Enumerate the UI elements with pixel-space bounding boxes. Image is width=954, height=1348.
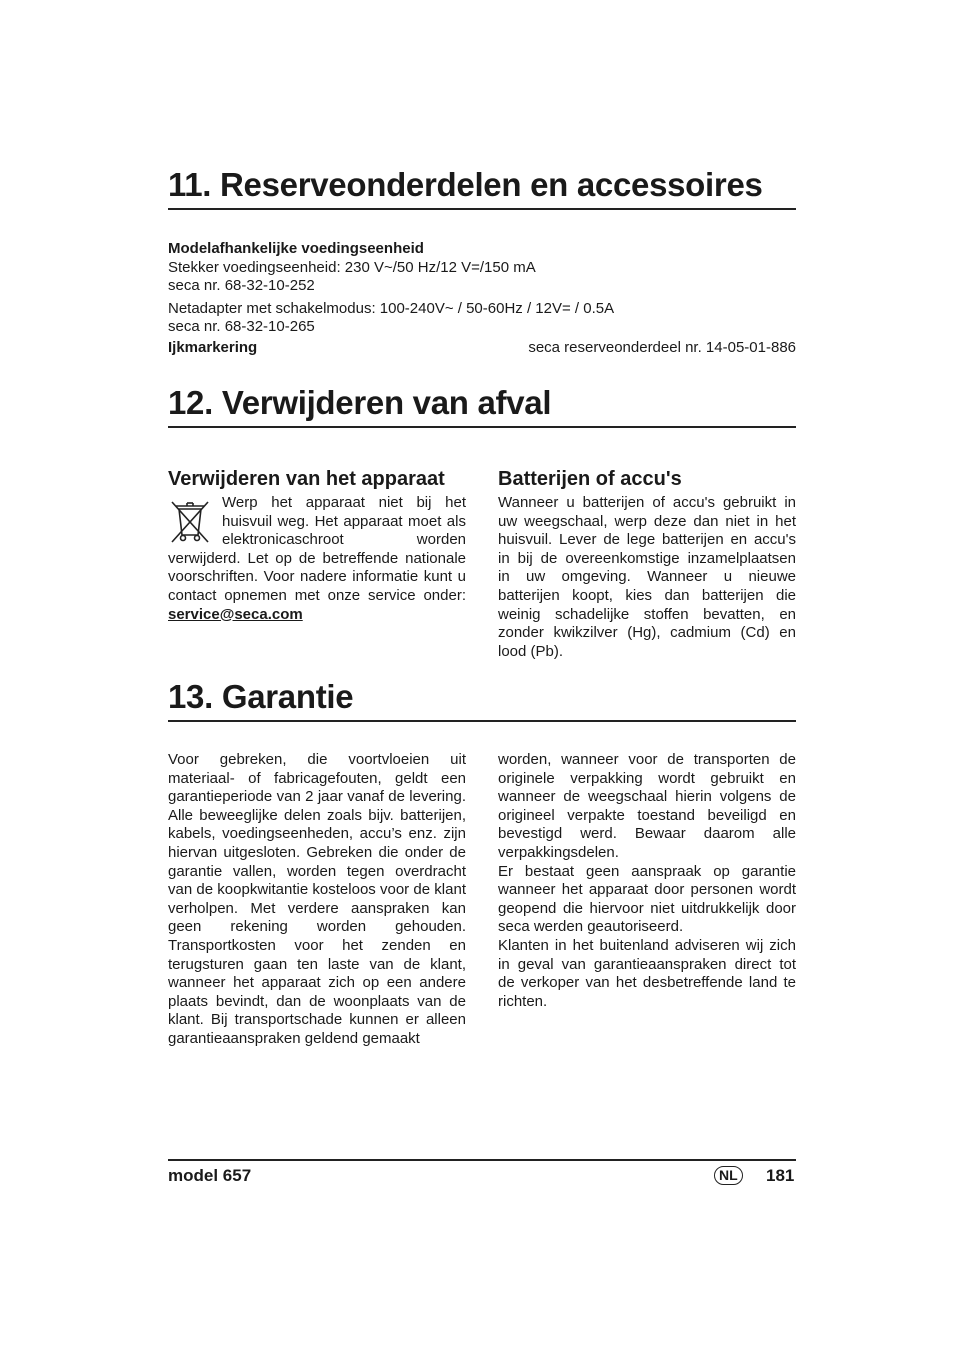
disposal-device-heading: Verwijderen van het apparaat bbox=[168, 468, 445, 490]
language-badge bbox=[714, 1166, 743, 1185]
page-number: 181 bbox=[766, 1166, 795, 1185]
section-13-rule bbox=[168, 720, 796, 722]
disposal-device-text bbox=[168, 494, 466, 624]
warranty-paragraph-2: Er bestaat geen aanspraak op garantie wanneer het apparaat door personen wordt geopend die hiervoor niet uitdrukkelijk door seca werden geautoriseerd. bbox=[498, 862, 796, 936]
switch-mode-adapter-number: seca nr. 68-32-10-265 bbox=[168, 318, 315, 336]
warranty-paragraph-1: worden, wanneer voor de transporten de originele verpakking wordt gebruikt en wanneer de weegschaal hierin volgens de origineel verpakte toestand beveiligd en bevestigd werd. Bewaar daarom alle verpakkingsdelen. bbox=[498, 751, 796, 861]
section-11-title: 11. Reserveonderdelen en accessoires bbox=[168, 166, 763, 203]
plug-power-supply-spec: Stekker voedingseenheid: 230 V~/50 Hz/12 V=/150 mA bbox=[168, 258, 536, 276]
disposal-device-paragraph: Werp het apparaat niet bij het huisvuil weg. Het apparaat moet als elektronicaschroot worden verwijderd. Let op de betreffende nationale voorschriften. Voor nadere informatie kunt u contact opnemen met onze service onder: bbox=[168, 494, 466, 604]
warranty-left-column: Voor gebreken, die voortvloeien uit materiaal- of fabricagefouten, geldt een garantieperiode van 2 jaar vanaf de levering. Alle beweeglijke delen zoals bijv. batterijen, kabels, voedingseenheden, accu’s enz. zijn hiervan uitgesloten. Gebreken die onder de garantie vallen, worden tegen overdracht van de koopkwitantie kosteloos voor de klant verholpen. Met verdere aanspraken kan geen rekening worden gehouden. Transportkosten voor het zenden en terugsturen gaan ten laste van de klant, wanneer het apparaat zich op een andere plaats bevindt, dan de woonplaats van de klant. Bij transportschade kunnen er alleen garantieaanspraken geldend gemaakt bbox=[168, 751, 466, 1047]
footer-model: model 657 bbox=[168, 1166, 252, 1185]
batteries-heading: Batterijen of accu's bbox=[498, 468, 682, 490]
batteries-text: Wanneer u batterijen of accu's gebruikt in uw weegschaal, werp deze dan niet in het huisvuil. Lever de lege batterijen en accu's in bij de overeenkomstige inzamelplaatsen in uw omgeving. Wanneer u nieuwe batterijen koopt, kies dan batterijen die weinig schadelijke stoffen bevatten, en zonder kwikzilver (Hg), cadmium (Cd) en lood (Pb). bbox=[498, 494, 796, 660]
calibration-mark-label: Ijkmarkering bbox=[168, 338, 258, 356]
language-code: NL bbox=[714, 1166, 743, 1185]
spare-parts-block bbox=[168, 240, 796, 358]
switch-mode-adapter-spec: Netadapter met schakelmodus: 100-240V~ / 50-60Hz / 12V= / 0.5A bbox=[168, 299, 615, 317]
section-11-rule bbox=[168, 208, 796, 210]
plug-power-supply-number: seca nr. 68-32-10-252 bbox=[168, 277, 315, 295]
calibration-mark-part-number: seca reserveonderdeel nr. 14-05-01-886 bbox=[528, 338, 796, 356]
section-12-title: 12. Verwijderen van afval bbox=[168, 384, 552, 421]
crossed-out-wheelie-bin-icon bbox=[168, 496, 212, 546]
warranty-right-column bbox=[498, 751, 796, 1011]
service-email-link[interactable]: service@seca.com bbox=[168, 605, 303, 623]
section-13-title: 13. Garantie bbox=[168, 678, 354, 715]
section-12-rule bbox=[168, 426, 796, 428]
footer-rule bbox=[168, 1159, 796, 1161]
power-supply-heading: Modelafhankelijke voedingseenheid bbox=[168, 240, 424, 257]
calibration-mark-row bbox=[168, 339, 796, 358]
warranty-paragraph-3: Klanten in het buitenland adviseren wij zich in geval van garantieaanspraken direct tot de verkoper van het desbetreffende land te richten. bbox=[498, 936, 796, 1010]
